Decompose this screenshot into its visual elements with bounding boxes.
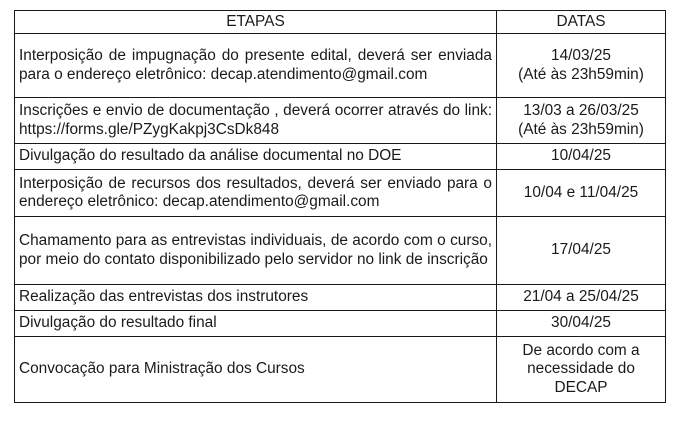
date-cell: [497, 98, 666, 144]
header-row: [15, 11, 666, 34]
stage-cell: Interposição de impugnação do presente edital, deverá ser enviada para o endereço eletrônico: decap.atendimento@gmail.com: [15, 34, 497, 98]
stage-cell: Convocação para Ministração dos Cursos: [15, 337, 497, 403]
table-row: [15, 311, 666, 337]
date-text: 14/03/25: [551, 47, 611, 64]
stages-header: ETAPAS: [15, 11, 497, 34]
table-row: [15, 144, 666, 170]
table-row: [15, 170, 666, 217]
date-cell: 17/04/25: [497, 217, 666, 285]
stage-cell: Chamamento para as entrevistas individuais, de acordo com o curso, por meio do contato disponibilizado pelo servidor no link de inscrição: [15, 217, 497, 285]
table-row: [15, 34, 666, 98]
table-row: [15, 217, 666, 285]
table-row: [15, 98, 666, 144]
date-note: (Até às 23h59min): [518, 65, 644, 83]
date-text: 13/03 a 26/03/25: [523, 102, 639, 119]
dates-header: DATAS: [497, 11, 666, 34]
date-cell: De acordo com a necessidade do DECAP: [497, 337, 666, 403]
schedule-table: [14, 10, 666, 403]
stage-cell: Divulgação do resultado da análise documental no DOE: [15, 144, 497, 170]
date-cell: [497, 34, 666, 98]
date-cell: 10/04 e 11/04/25: [497, 170, 666, 217]
stage-cell: Divulgação do resultado final: [15, 311, 497, 337]
date-note: (Até às 23h59min): [518, 120, 644, 138]
date-cell: 30/04/25: [497, 311, 666, 337]
table-row: [15, 337, 666, 403]
table-row: [15, 285, 666, 311]
date-cell: 10/04/25: [497, 144, 666, 170]
stage-cell: Inscrições e envio de documentação , deverá ocorrer através do link: https://forms.gle/PZygKakpj3CsDk848: [15, 98, 497, 144]
date-cell: 21/04 a 25/04/25: [497, 285, 666, 311]
stage-cell: Realização das entrevistas dos instrutores: [15, 285, 497, 311]
stage-cell: Interposição de recursos dos resultados, deverá ser enviado para o endereço eletrônico: decap.atendimento@gmail.com: [15, 170, 497, 217]
